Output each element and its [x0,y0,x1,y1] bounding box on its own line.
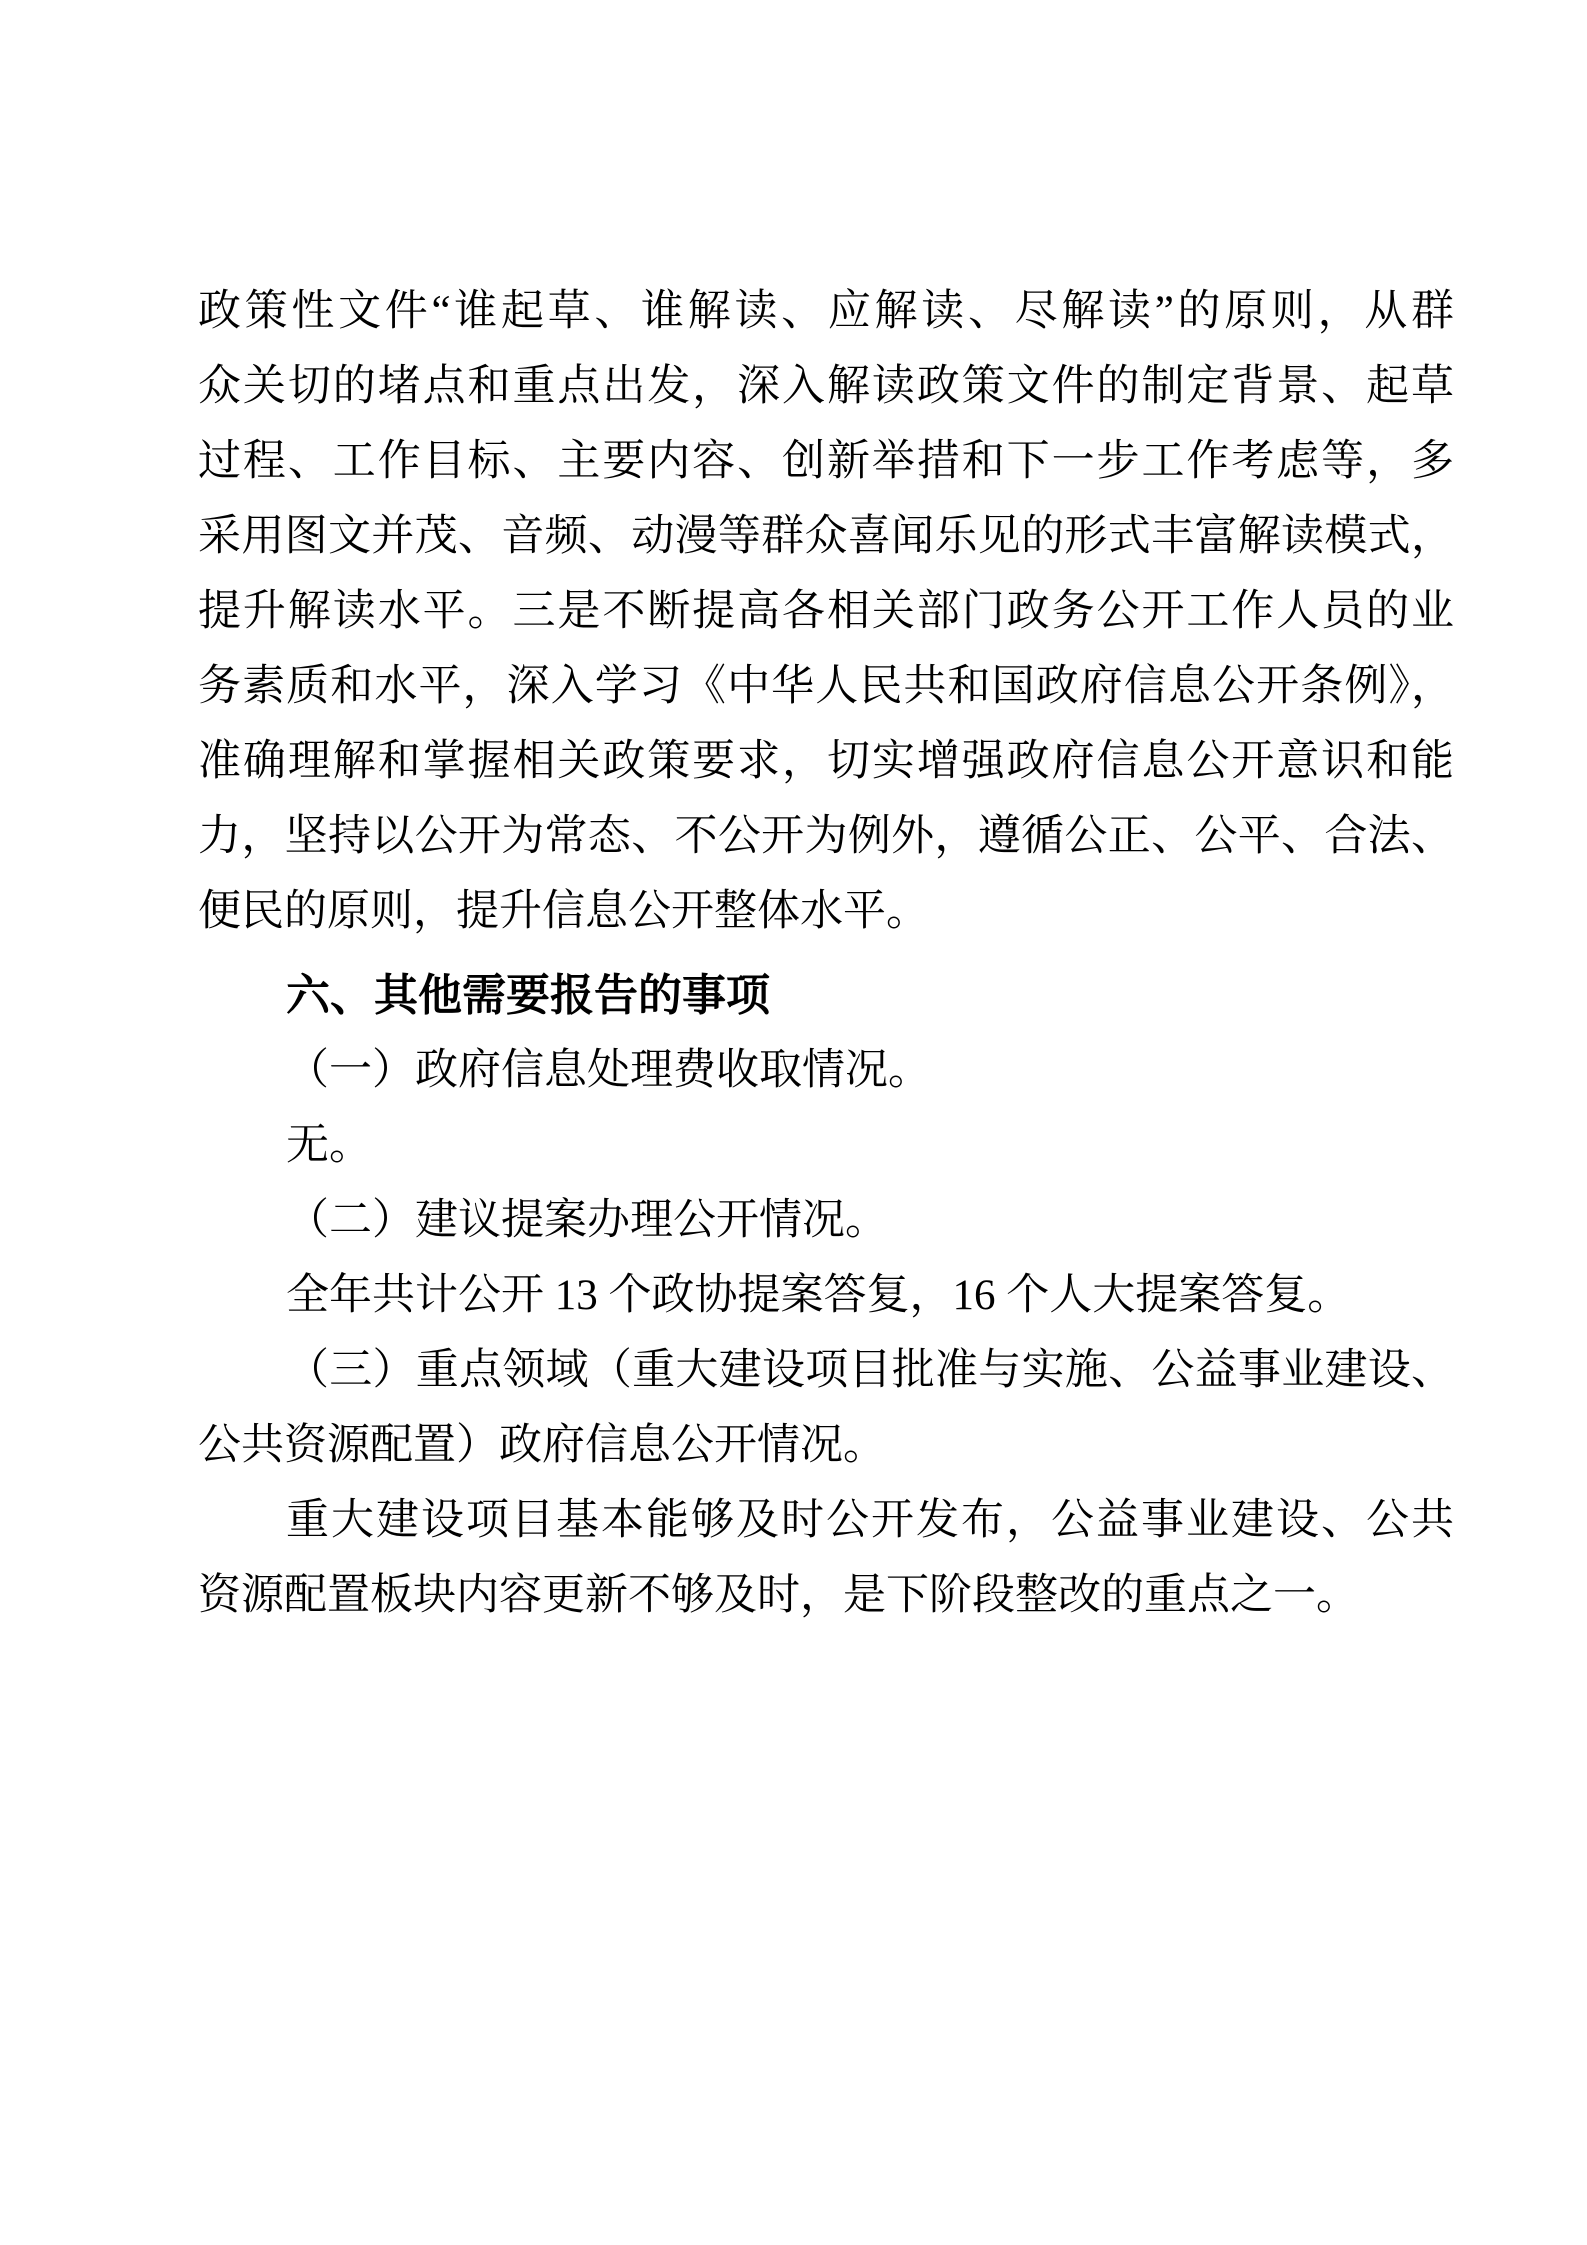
body-line: 采用图文并茂、音频、动漫等群众喜闻乐见的形式丰富解读模式， [198,513,1454,560]
body-line: 政策性文件“谁起草、谁解读、应解读、尽解读”的原则，从群 [198,288,1454,335]
body-line: （三）重点领域（重大建设项目批准与实施、公益事业建设、 [286,1347,1454,1394]
body-line: 无。 [286,1122,372,1169]
body-line: 过程、工作目标、主要内容、创新举措和下一步工作考虑等，多 [198,438,1454,485]
body-line: 全年共计公开 13 个政协提案答复，16 个人大提案答复。 [286,1272,1351,1319]
body-line: 重大建设项目基本能够及时公开发布，公益事业建设、公共 [286,1497,1454,1544]
body-line: 公共资源配置）政府信息公开情况。 [198,1422,886,1469]
body-line: 力，坚持以公开为常态、不公开为例外，遵循公正、公平、合法、 [198,813,1454,860]
body-line: 准确理解和掌握相关政策要求，切实增强政府信息公开意识和能 [198,738,1454,785]
body-line: 提升解读水平。三是不断提高各相关部门政务公开工作人员的业 [198,588,1454,635]
body-line: 务素质和水平，深入学习《中华人民共和国政府信息公开条例》， [198,663,1454,710]
body-line: （二）建议提案办理公开情况。 [286,1197,888,1244]
body-line: 便民的原则，提升信息公开整体水平。 [198,888,929,935]
body-line: （一）政府信息处理费收取情况。 [286,1047,931,1094]
section-heading: 六、其他需要报告的事项 [286,971,770,1020]
body-line: 资源配置板块内容更新不够及时，是下阶段整改的重点之一。 [198,1572,1359,1619]
document-body [198,274,1454,1633]
body-line: 众关切的堵点和重点出发，深入解读政策文件的制定背景、起草 [198,363,1454,410]
